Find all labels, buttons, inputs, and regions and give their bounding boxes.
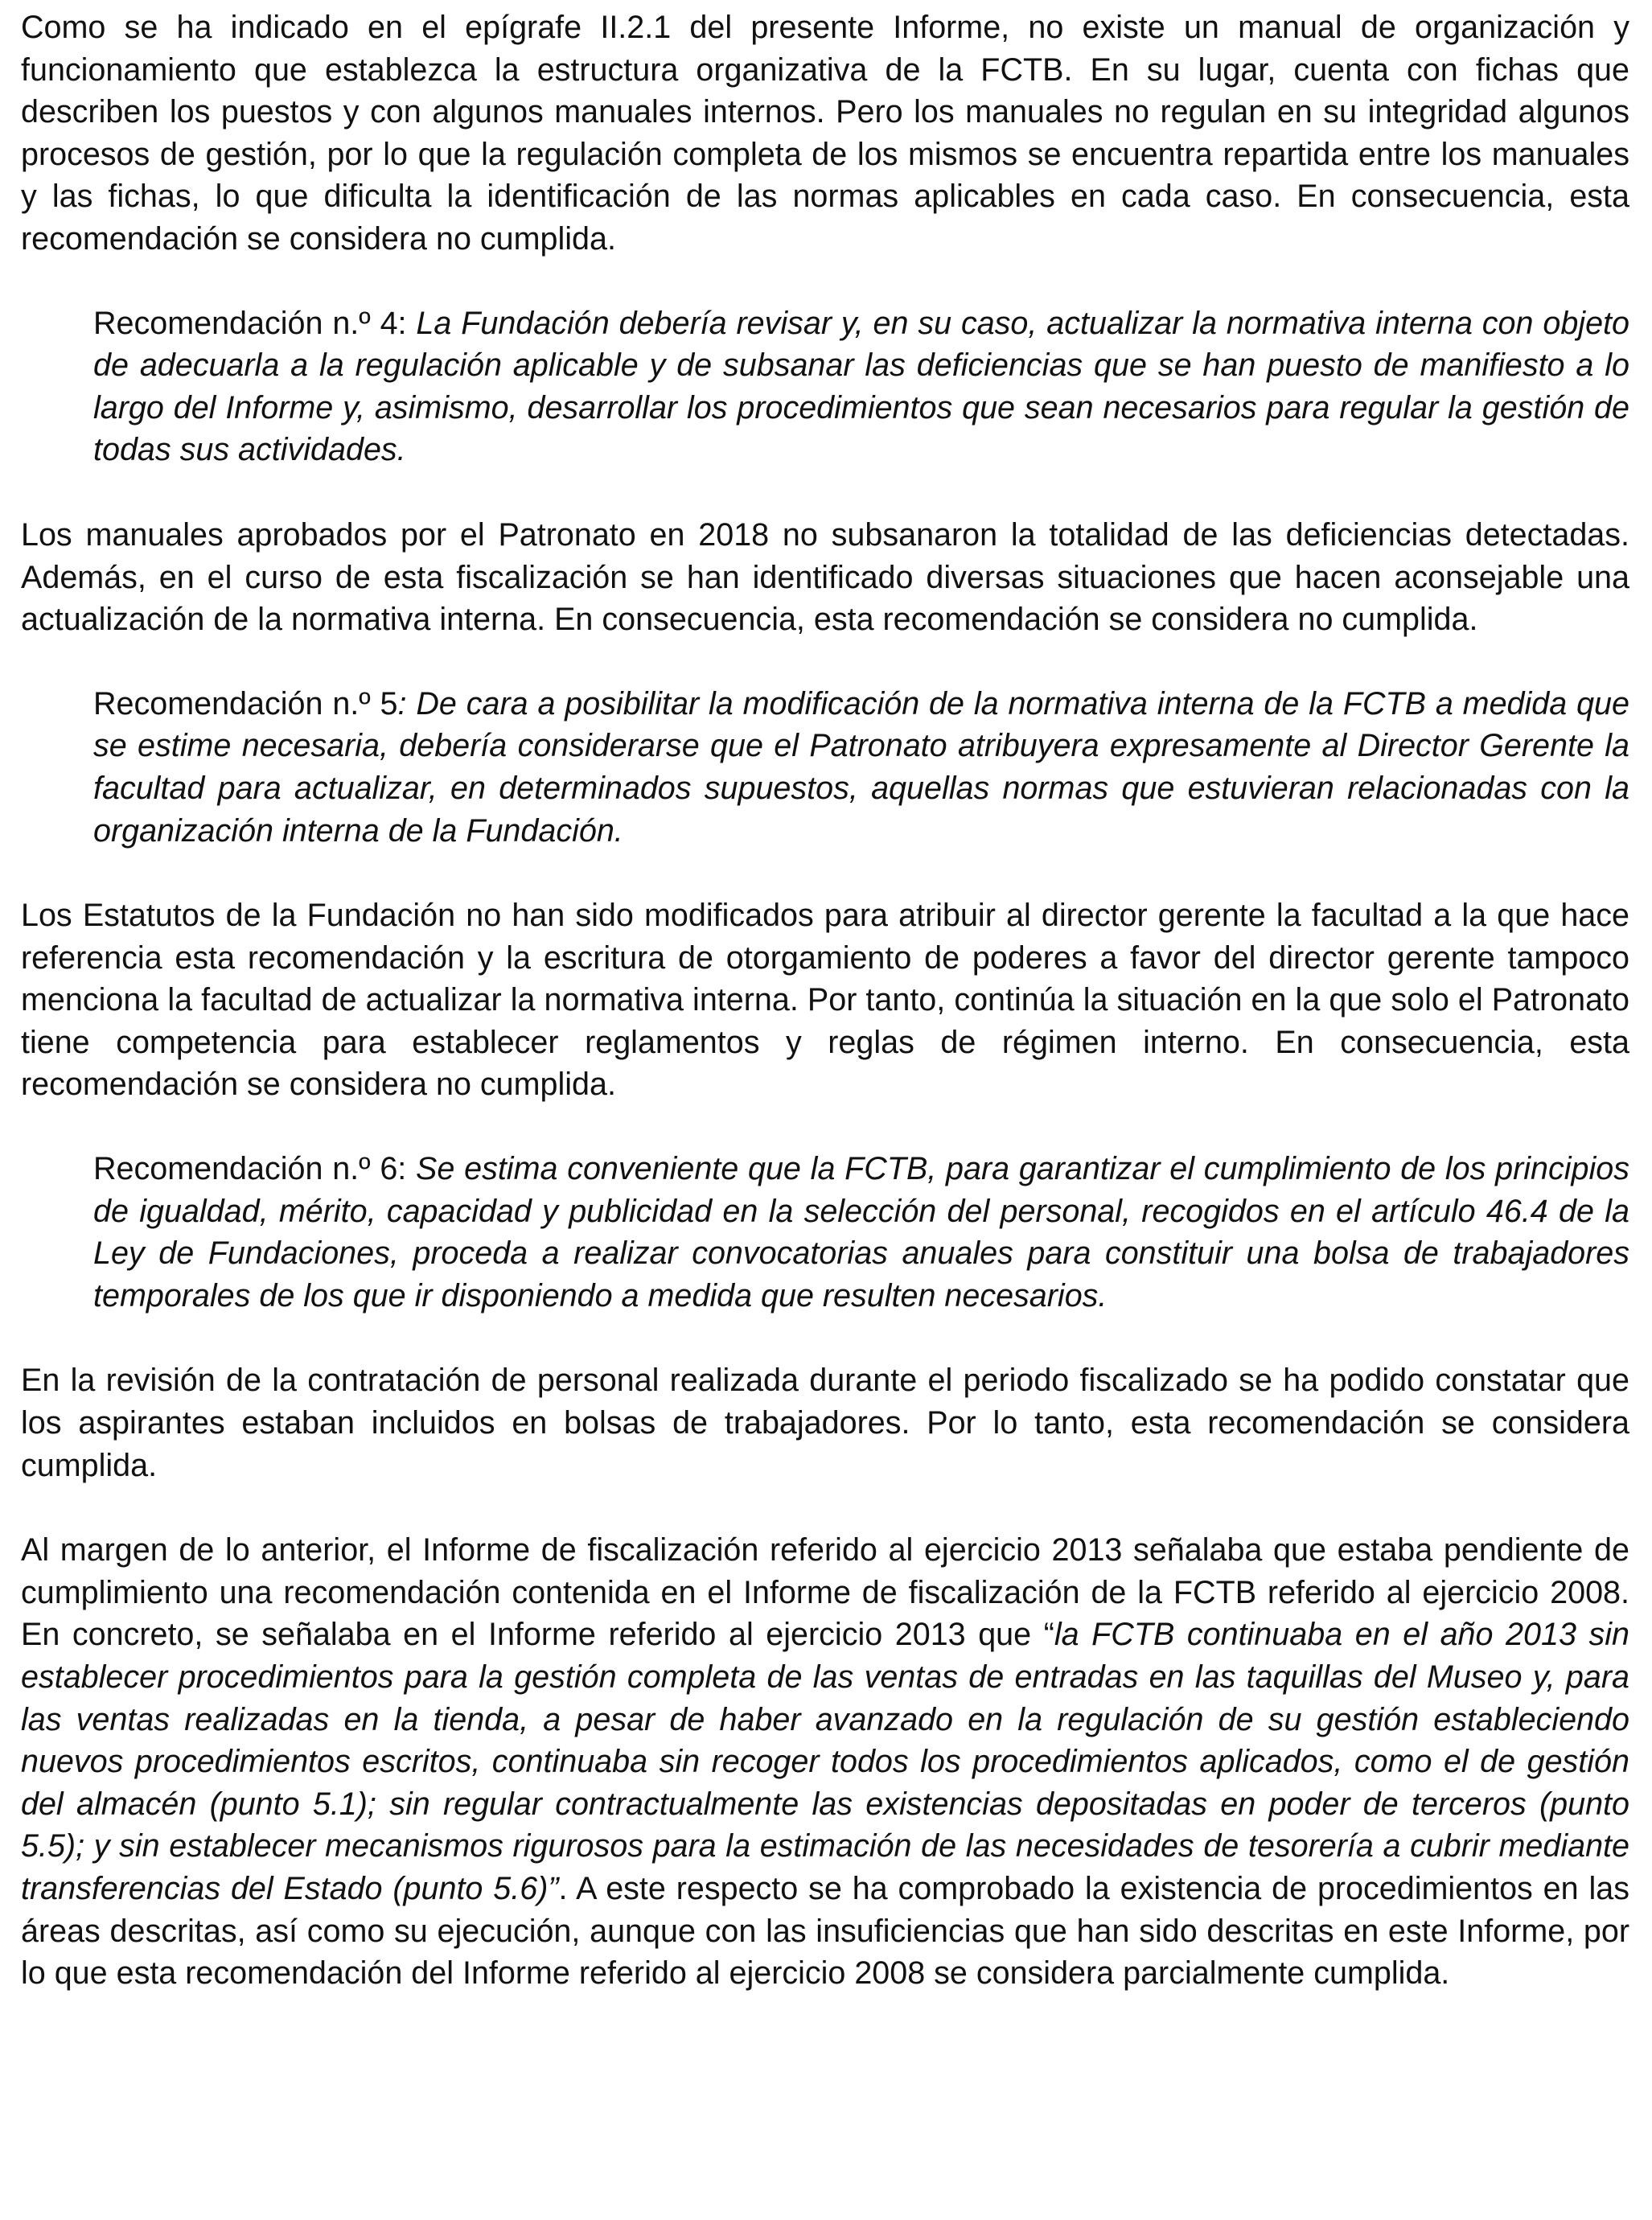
recommendation-4-text: La Fundación debería revisar y, en su caso, actualizar la normativa interna con objeto de adecuarla a la regulación aplicable y de subsanar las deficiencias que se han puesto de manifiesto a lo largo del Informe y, asimismo, desarrollar los procedimientos que sean necesarios para regular la gestión de todas sus actividades. xyxy=(93,305,1629,468)
recommendation-6 xyxy=(21,1148,1629,1317)
recommendation-6-text: Se estima conveniente que la FCTB, para garantizar el cumplimiento de los principios de igualdad, mérito, capacidad y publicidad en la selección del personal, recogidos en el artículo 46.4 de la Ley de Fundaciones, proceda a realizar convocatorias anuales para constituir una bolsa de trabajadores temporales de los que ir disponiendo a medida que resulten necesarios. xyxy=(93,1151,1630,1314)
recommendation-4-label: Recomendación n.º 4: xyxy=(93,305,417,341)
paragraph-contratacion-personal: En la revisión de la contratación de personal realizada durante el periodo fiscalizado se ha podido constatar que los aspirantes estaban incluidos en bolsas de trabajadores. Por lo tanto, esta recomendación se considera cumplida. xyxy=(21,1363,1629,1483)
paragraph-informe-2013 xyxy=(21,1529,1629,1995)
recommendation-6-label: Recomendación n.º 6: xyxy=(93,1151,417,1187)
recommendation-5-text: : De cara a posibilitar la modificación de la normativa interna de la FCTB a medida que se estime necesaria, debería considerarse que el Patronato atribuyera expresamente al Director Gerente la facultad para actualizar, en determinados supuestos, aquellas normas que estuvieran relacionadas con la organización interna de la Fundación. xyxy=(93,685,1629,849)
recommendation-5 xyxy=(21,683,1629,852)
recommendation-5-label: Recomendación n.º 5 xyxy=(93,685,398,722)
informe-2013-quote: la FCTB continuaba en el año 2013 sin establecer procedimientos para la gestión completa de las ventas de entradas en las taquillas del Museo y, para las ventas realizadas en la tienda, a pesar de haber avanzado en la regulación de su gestión estableciendo nuevos procedimientos escritos, continuaba sin recoger todos los procedimientos aplicados, como el de gestión del almacén (punto 5.1); sin regular contractualmente las existencias depositadas en poder de terceros (punto 5.5); y sin establecer mecanismos rigurosos para la estimación de las necesidades de tesorería a cubrir mediante transferencias del Estado (punto 5.6)” xyxy=(21,1617,1629,1906)
document-page xyxy=(21,6,1629,1995)
informe-2013-intro: Al margen de lo anterior, el Informe de fiscalización referido al ejercicio 2013 señalaba que estaba pendiente de cumplimiento una recomendación contenida en el Informe de fiscalización de la FCTB referido al ejercicio 2008. En concreto, se señalaba en el Informe referido al ejercicio 2013 que “ xyxy=(21,1532,1629,1653)
paragraph-manual-organizacion: Como se ha indicado en el epígrafe II.2.1 del presente Informe, no existe un manual de organización y funcionamiento que establezca la estructura organizativa de la FCTB. En su lugar, cuenta con fichas que describen los puestos y con algunos manuales internos. Pero los manuales no regulan en su integridad algunos procesos de gestión, por lo que la regulación completa de los mismos se encuentra repartida entre los manuales y las fichas, lo que dificulta la identificación de las normas aplicables en cada caso. En consecuencia, esta recomendación se considera no cumplida. xyxy=(21,10,1629,257)
informe-2013-conclusion: . A este respecto se ha comprobado la existencia de procedimientos en las áreas descritas, así como su ejecución, aunque con las insuficiencias que han sido descritas en este Informe, por lo que esta recomendación del Informe referido al ejercicio 2008 se considera parcialmente cumplida. xyxy=(21,1870,1629,1992)
recommendation-4 xyxy=(21,302,1629,471)
paragraph-estatutos: Los Estatutos de la Fundación no han sido modificados para atribuir al director gerente la facultad a la que hace referencia esta recomendación y la escritura de otorgamiento de poderes a favor del director gerente tampoco menciona la facultad de actualizar la normativa interna. Por tanto, continúa la situación en la que solo el Patronato tiene competencia para establecer reglamentos y reglas de régimen interno. En consecuencia, esta recomendación se considera no cumplida. xyxy=(21,898,1629,1103)
paragraph-manuales-patronato: Los manuales aprobados por el Patronato en 2018 no subsanaron la totalidad de las deficiencias detectadas. Además, en el curso de esta fiscalización se han identificado diversas situaciones que hacen aconsejable una actualización de la normativa interna. En consecuencia, esta recomendación se considera no cumplida. xyxy=(21,516,1629,638)
